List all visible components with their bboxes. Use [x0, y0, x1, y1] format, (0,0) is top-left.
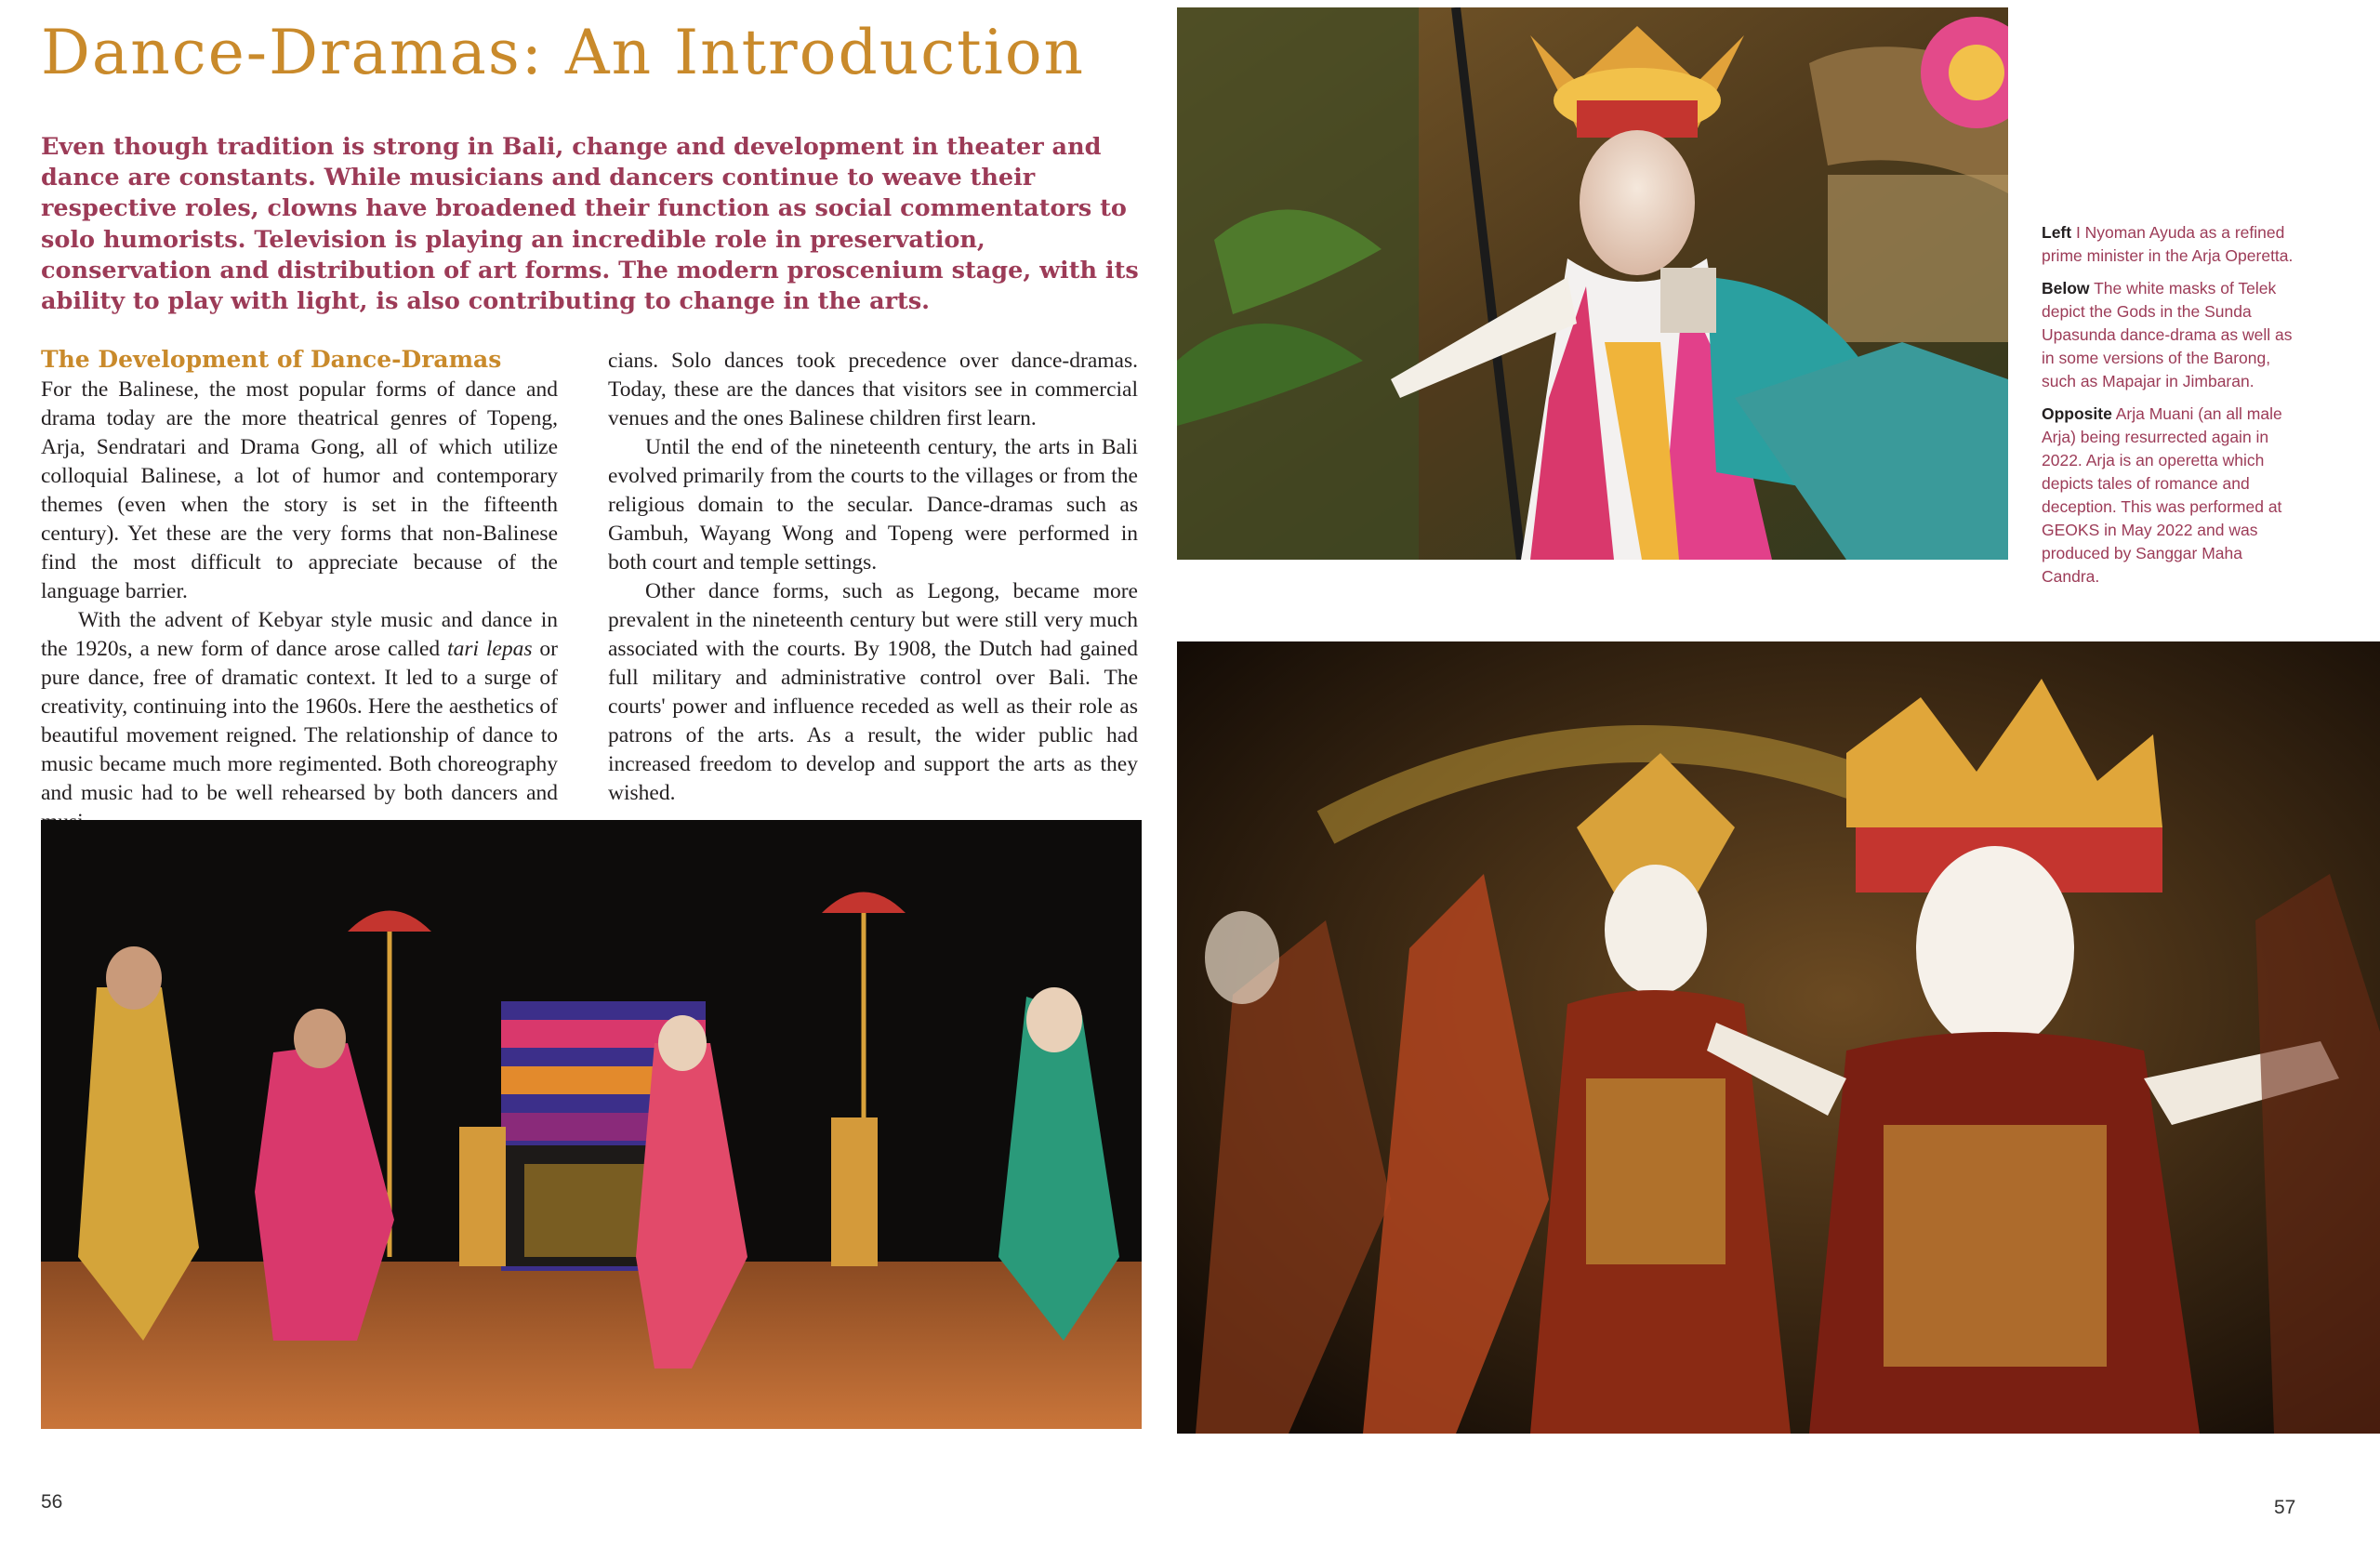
caption-left: Left I Nyoman Ayuda as a refined prime minister in the Arja Operetta. — [2042, 223, 2294, 265]
telek-masks-photo — [1177, 641, 2380, 1434]
body-column-2 — [608, 347, 1138, 808]
photo-captions — [2042, 221, 2302, 598]
body-paragraph: For the Balinese, the most popular forms of dance and drama today are the more theatrical genres of Topeng, Arja, Sendratari and Drama Gong, all of which utilize colloquial Balinese, a lot of humor and contemporary themes (even when the story is set in the fifteenth century). Yet these are the very forms that non-Balinese find the most difficult to appreciate because of the language barrier. — [41, 377, 558, 603]
caption-opposite: Opposite Arja Muani (an all male Arja) being resurrected again in 2022. Arja is an operetta which depicts tales of romance and deception. This was performed at GEOKS in May 2022 and was produced by Sanggar Maha Candra. — [2042, 404, 2282, 586]
arja-stage-photo — [41, 820, 1142, 1429]
page-number-right: 57 — [2274, 1497, 2296, 1518]
page-title: Dance-Dramas: An Introduction — [41, 17, 1086, 88]
caption-below: Below The white masks of Telek depict the Gods in the Sunda Upasunda dance-drama as well as in some versions of the Barong, such as Mapajar in Jimbaran. — [2042, 279, 2293, 390]
arja-dancer-photo — [1177, 7, 2008, 560]
body-paragraph: Until the end of the nineteenth century, the arts in Bali evolved primarily from the courts to the villages or from the religious domain to the secular. Dance-dramas such as Gambuh, Wayang Wong and Topeng were performed in both court and temple settings. — [608, 435, 1138, 575]
italic-term: tari lepas — [447, 637, 533, 661]
page-number-left: 56 — [41, 1491, 63, 1513]
body-paragraph: cians. Solo dances took precedence over dance-dramas. Today, these are the dances that visitors see in commercial venues and the ones Balinese children first learn. — [608, 349, 1138, 430]
body-paragraph: Other dance forms, such as Legong, became more prevalent in the nineteenth century but were still very much associated with the courts. By 1908, the Dutch had gained full military and administrative control over Bali. The courts' power and influence receded as well as their role as patrons of the arts. As a result, the wider public had increased freedom to develop and support the arts as they wished. — [608, 579, 1138, 805]
section-heading: The Development of Dance-Dramas — [41, 346, 502, 373]
body-paragraph: With the advent of Kebyar style music and dance in the 1920s, a new form of dance arose called tari lepas or pure dance, free of dramatic context. It led to a surge of creativity, continuing into the 1960s. Here the aesthetics of beautiful movement reigned. The relationship of dance to music became much more regimented. Both choreography and music had to be well rehearsed by both dancers and — [41, 608, 558, 805]
lede-paragraph: Even though tradition is strong in Bali, change and development in theater and dance are constants. While musicians and dancers continue to weave their respective roles, clowns have broadened their function as social commentators to solo humorists. Television is playing an incredible role in preservation, conservation and distribution of art forms. The modern proscenium stage, with its ability to play with light, is also contributing to change in the arts. — [41, 133, 1139, 316]
body-column-1 — [41, 376, 558, 837]
